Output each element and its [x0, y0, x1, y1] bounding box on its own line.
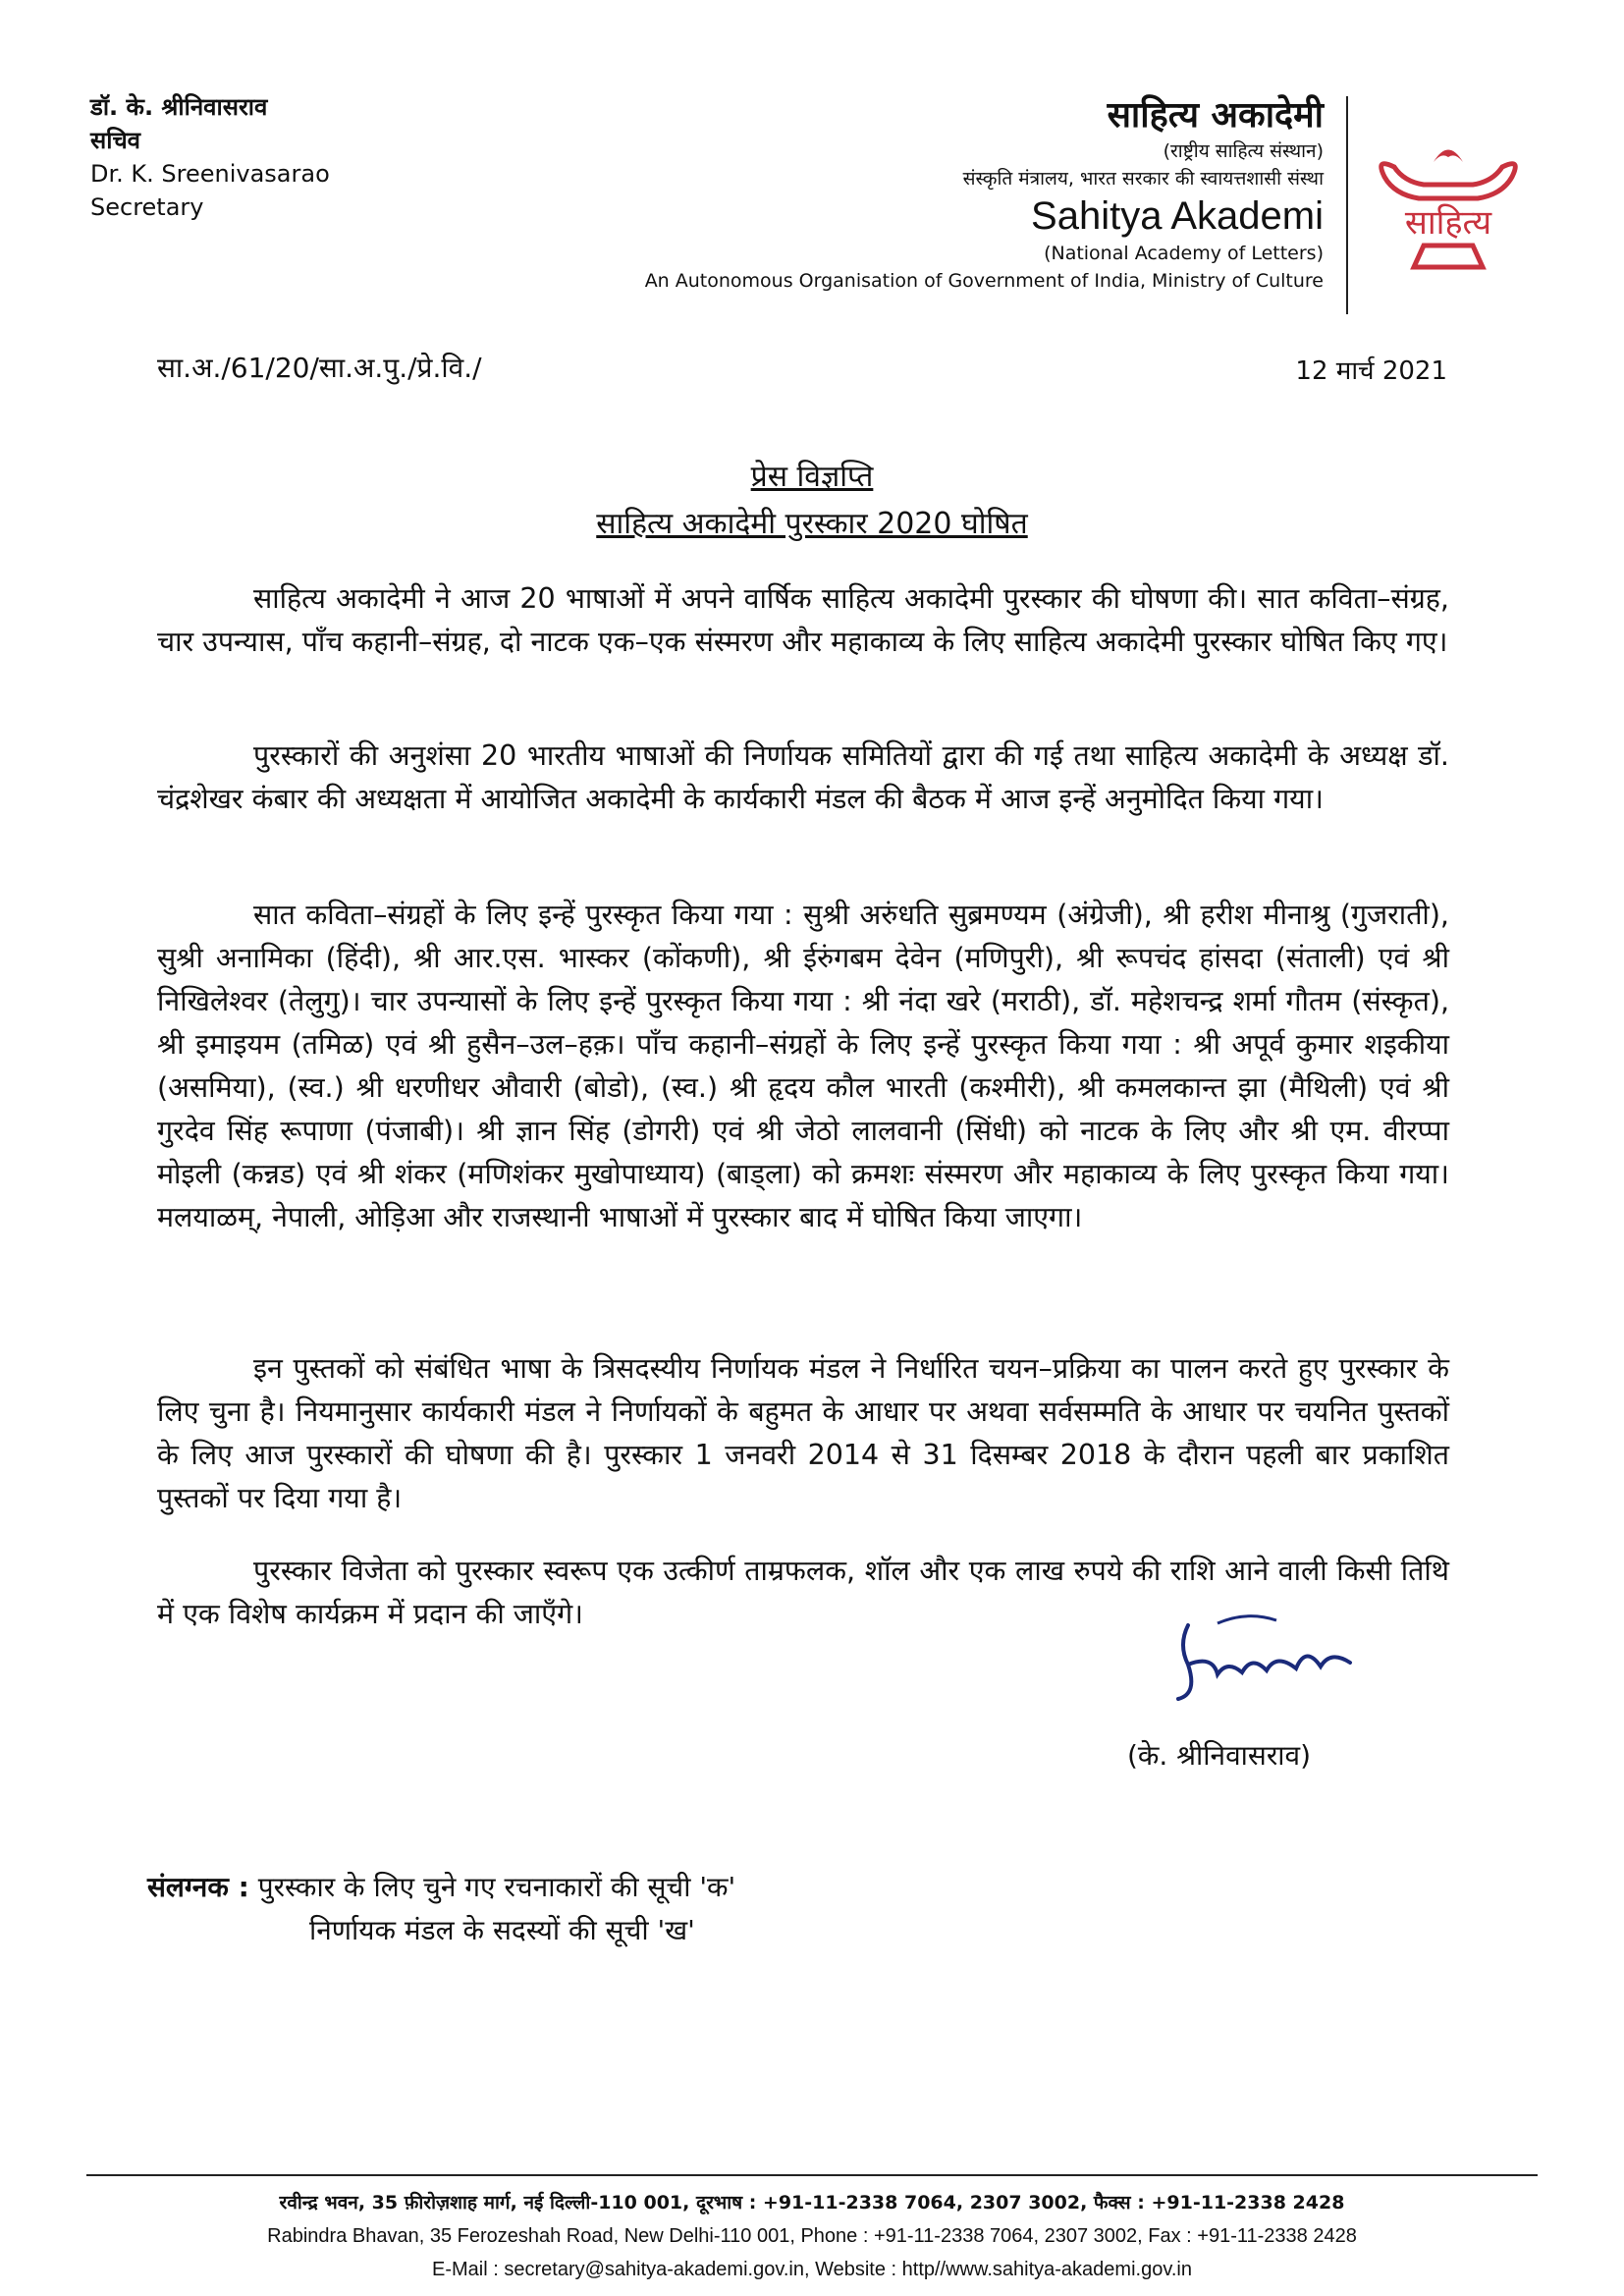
footer: [0, 2186, 1624, 2286]
paragraph-3: [157, 894, 1449, 1239]
footer-address-hindi: रवीन्द्र भवन, 35 फ़ीरोज़शाह मार्ग, नई दिल्ली-110 001, दूरभाष : +91-11-2338 7064, 2307 3002, फैक्स : +91-11-2338 2428: [279, 2192, 1345, 2214]
signatory-name: (के. श्रीनिवासराव): [1127, 1739, 1312, 1772]
paragraph-1: [157, 577, 1449, 664]
footer-contact: E-Mail : secretary@sahitya-akademi.gov.in, Website : http//www.sahitya-akademi.gov.in: [432, 2259, 1192, 2280]
secretary-name-english: Dr. K. Sreenivasarao: [90, 160, 330, 188]
paragraph-2: [157, 735, 1449, 821]
secretary-name-hindi: डॉ. के. श्रीनिवासराव: [90, 93, 268, 121]
letter-date: 12 मार्च 2021: [1295, 356, 1447, 386]
org-name-english: Sahitya Akademi: [1031, 194, 1324, 238]
enclosure-block: [147, 1866, 735, 1952]
press-release-title: [0, 454, 1624, 548]
paragraph-4: [157, 1347, 1449, 1520]
enclosure-label: संलग्नक :: [147, 1871, 249, 1903]
title-line-1: प्रेस विज्ञप्ति: [750, 460, 874, 494]
secretary-title-english: Secretary: [90, 193, 204, 221]
secretary-title-hindi: सचिव: [90, 127, 141, 154]
org-sub-hindi: (राष्ट्रीय साहित्य संस्थान): [1163, 140, 1324, 162]
sahitya-akademi-logo-icon: [1365, 137, 1532, 275]
org-line-english: An Autonomous Organisation of Government of India, Ministry of Culture: [644, 270, 1324, 292]
paragraph-4-text: इन पुस्तकों को संबंधित भाषा के त्रिसदस्यीय निर्णायक मंडल ने निर्धारित चयन–प्रक्रिया का पालन करते हुए पुरस्कार के लिए चुना है। नियमानुसार कार्यकारी मंडल ने निर्णायकों के बहुमत के आधार पर अथवा सर्वसम्मति के आधार पर चयनित पुस्तकों के लिए आज पुरस्कारों की घोषणा की है। पुरस्कार 1 जनवरी 2014 से 31 दिसम्बर 2018 के दौरान पहली बार प्रकाशित पुस्तकों पर दिया गया है।: [157, 1352, 1449, 1514]
footer-address-english: Rabindra Bhavan, 35 Ferozeshah Road, New Delhi-110 001, Phone : +91-11-2338 7064, 2307 3002, Fax : +91-11-2338 2428: [267, 2225, 1357, 2247]
footer-divider: [86, 2174, 1538, 2176]
paragraph-2-text: पुरस्कारों की अनुशंसा 20 भारतीय भाषाओं की निर्णायक समितियों द्वारा की गई तथा साहित्य अकादेमी के अध्यक्ष डॉ. चंद्रशेखर कंबार की अध्यक्षता में आयोजित अकादेमी के कार्यकारी मंडल की बैठक में आज इन्हें अनुमोदित किया गया।: [157, 739, 1449, 815]
title-line-2: साहित्य अकादेमी पुरस्कार 2020 घोषित: [596, 507, 1028, 541]
reference-number: सा.अ./61/20/सा.अ.पु./प्रे.वि./: [157, 352, 482, 384]
paragraph-5-text: पुरस्कार विजेता को पुरस्कार स्वरूप एक उत्कीर्ण ताम्रफलक, शॉल और एक लाख रुपये की राशि आने वाली किसी तिथि में एक विशेष कार्यक्रम में प्रदान की जाएँगे।: [157, 1555, 1449, 1630]
enclosure-item-2: निर्णायक मंडल के सदस्यों की सूची 'ख': [309, 1914, 695, 1946]
org-line-hindi: संस्कृति मंत्रालय, भारत सरकार की स्वायत्तशासी संस्था: [962, 168, 1324, 190]
organization-block: [645, 94, 1324, 295]
secretary-block: [90, 90, 330, 224]
handwritten-signature-icon: [1159, 1606, 1375, 1714]
org-sub-english: (National Academy of Letters): [1044, 243, 1324, 264]
paragraph-3-text: सात कविता–संग्रहों के लिए इन्हें पुरस्कृत किया गया : सुश्री अरुंधति सुब्रमण्यम (अंग्रेजी), श्री हरीश मीनाश्रु (गुजराती), सुश्री अनामिका (हिंदी), श्री आर.एस. भास्कर (कोंकणी), श्री ईरुंगबम देवेन (मणिपुरी), श्री रूपचंद हांसदा (संताली) एवं श्री निखिलेश्वर (तेलुगु)। चार उपन्यासों के लिए इन्हें पुरस्कृत किया गया : श्री नंदा खरे (मराठी), डॉ. महेशचन्द्र शर्मा गौतम (संस्कृत), श्री इमाइयम (तमिळ) एवं श्री हुसैन–उल–हक़। पाँच कहानी–संग्रहों के लिए इन्हें पुरस्कृत किया गया : श्री अपूर्व कुमार शइकीया (असमिया), (स्व.) श्री धरणीधर औवारी (बोडो), (स्व.) श्री हृदय कौल भारती (कश्मीरी), श्री कमलकान्त झा (मैथिली) एवं श्री गुरदेव सिंह रूपाणा (पंजाबी)। श्री ज्ञान सिंह (डोगरी) एवं श्री जेठो लालवानी (सिंधी) को नाटक के लिए और श्री एम. वीरप्पा मोइली (कन्नड) एवं श्री शंकर (मणिशंकर मुखोपाध्याय) (बाड्ला) को क्रमशः संस्मरण और महाकाव्य के लिए पुरस्कृत किया गया। मलयाळम्, नेपाली, ओड़िआ और राजस्थानी भाषाओं में पुरस्कार बाद में घोषित किया जाएगा।: [157, 899, 1449, 1233]
logo-text: साहित्य: [1404, 203, 1492, 243]
enclosure-item-1: पुरस्कार के लिए चुने गए रचनाकारों की सूची 'क': [257, 1871, 736, 1903]
header-divider: [1346, 96, 1348, 314]
paragraph-1-text: साहित्य अकादेमी ने आज 20 भाषाओं में अपने वार्षिक साहित्य अकादेमी पुरस्कार की घोषणा की। सात कविता–संग्रह, चार उपन्यास, पाँच कहानी–संग्रह, दो नाटक एक–एक संस्मरण और महाकाव्य के लिए साहित्य अकादेमी पुरस्कार घोषित किए गए।: [157, 582, 1449, 658]
org-name-hindi: साहित्य अकादेमी: [1107, 95, 1324, 136]
